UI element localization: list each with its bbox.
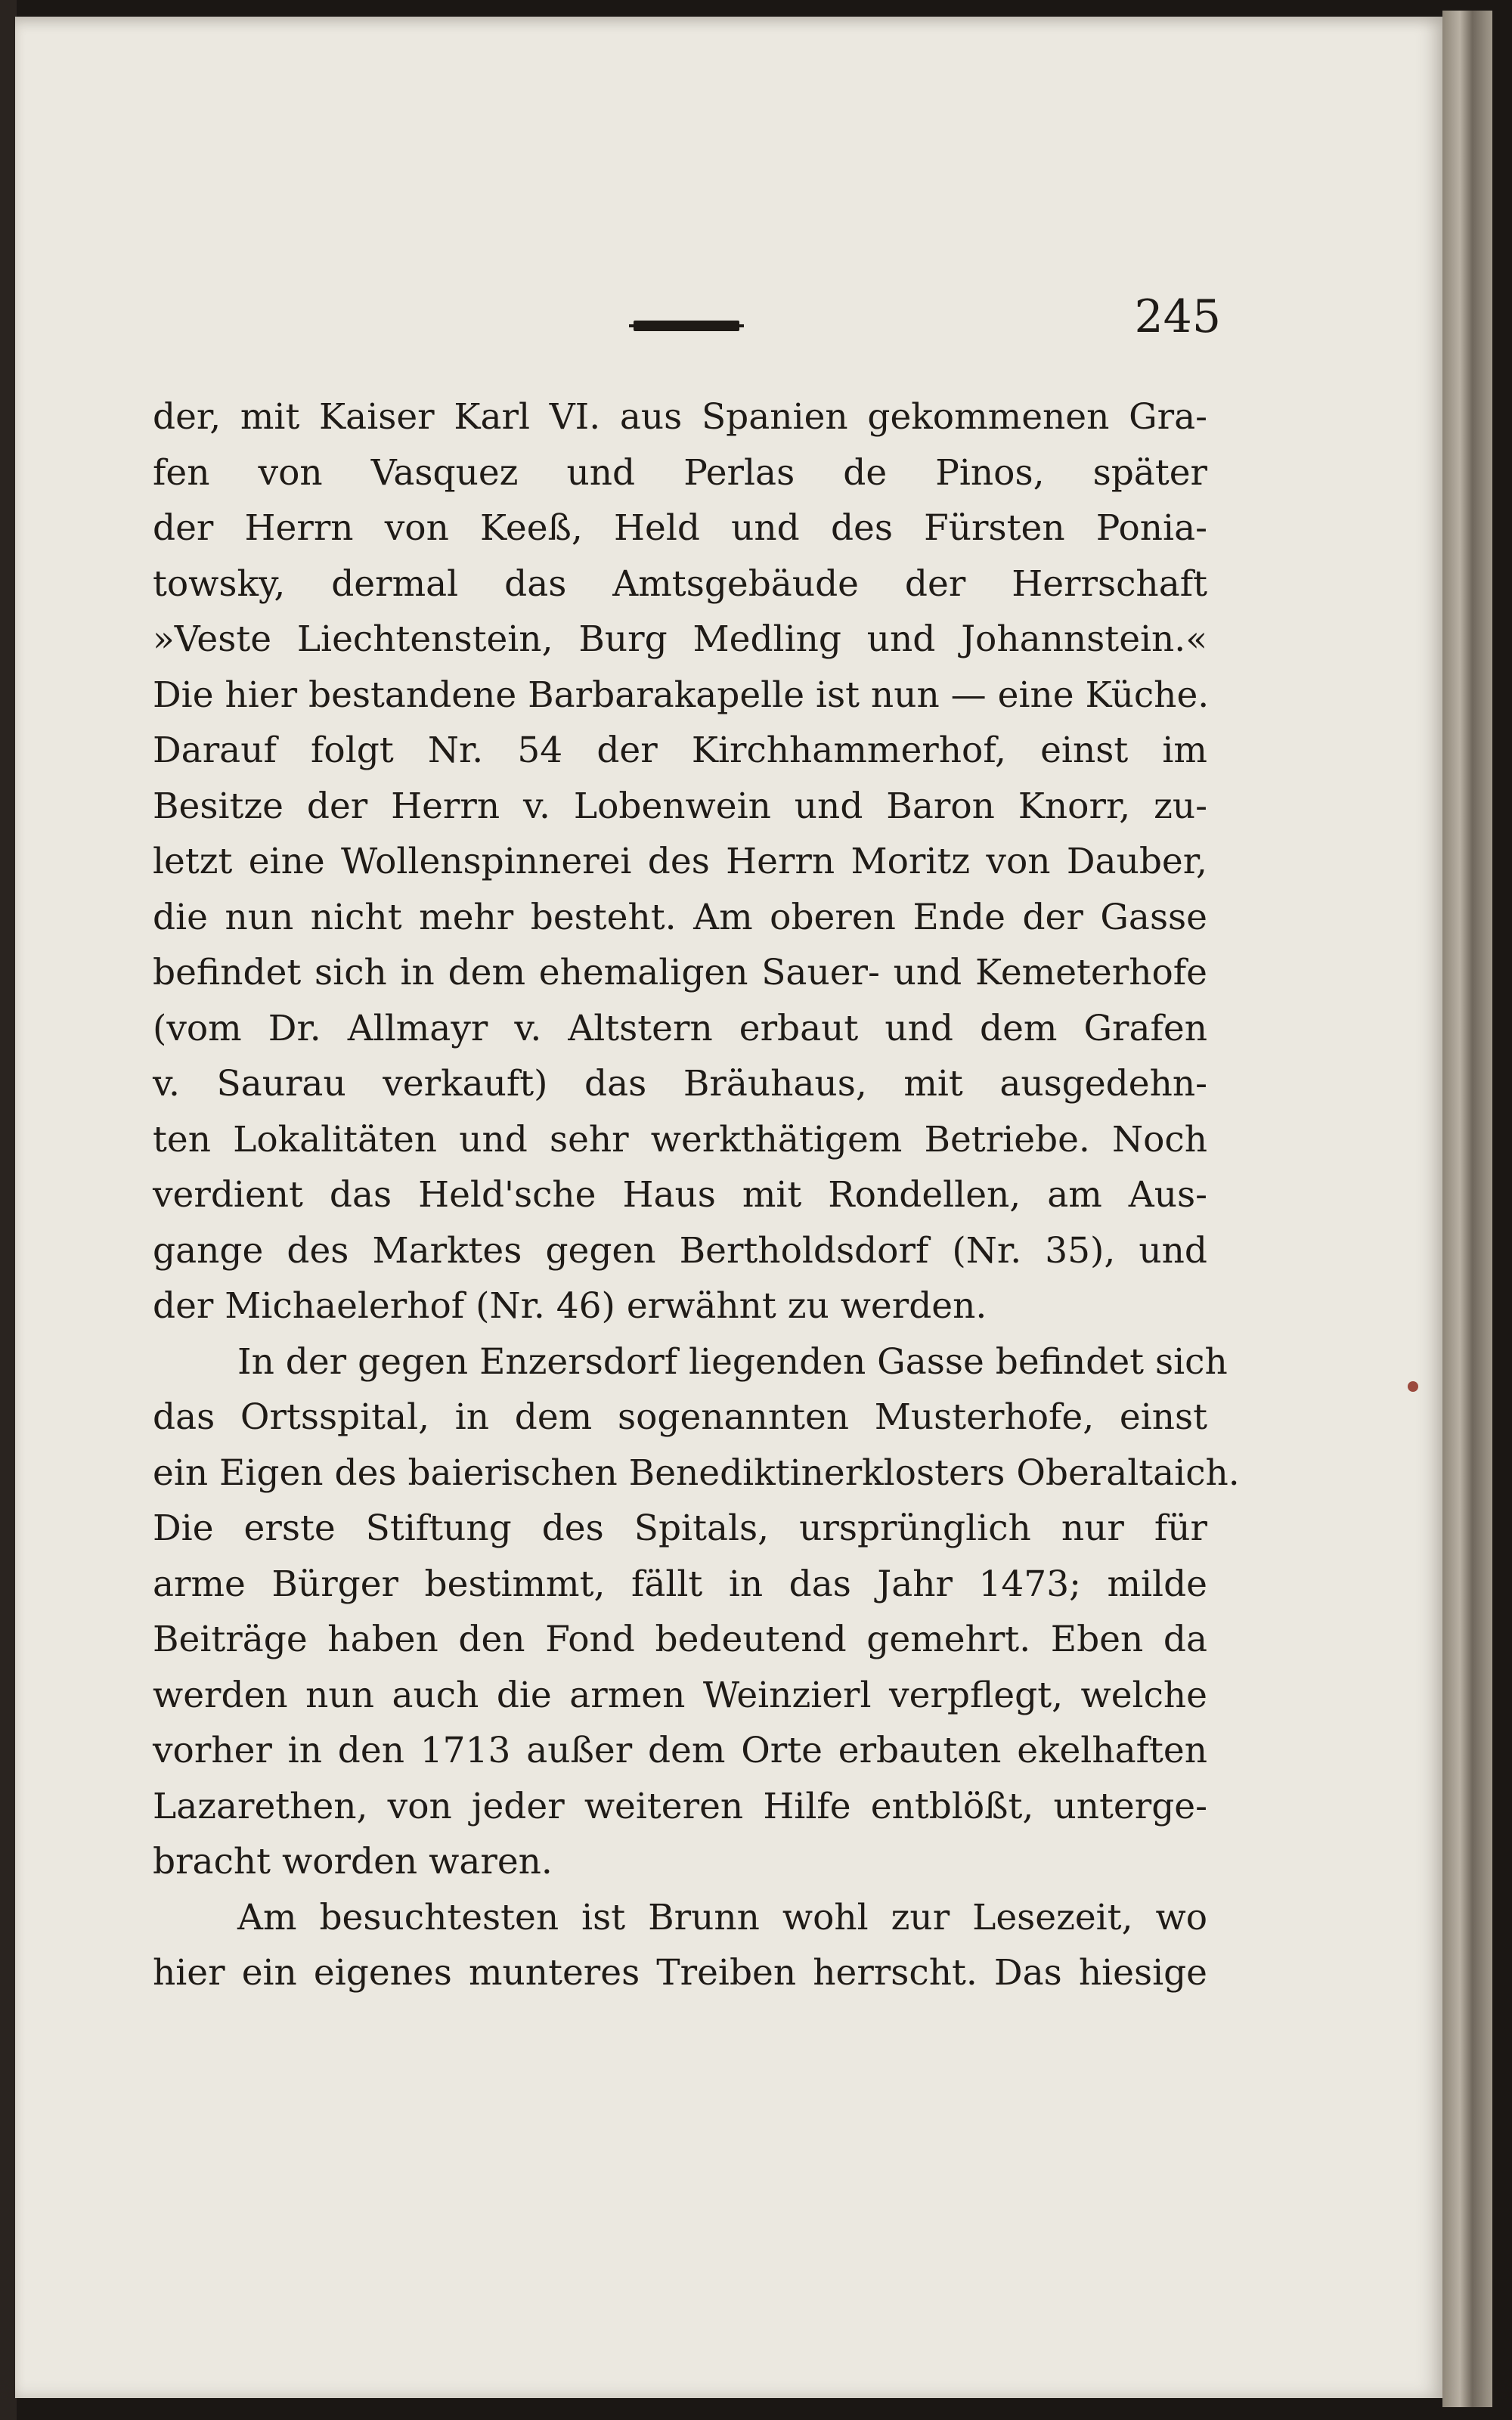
text-line: das Ortsspital, in dem sogenannten Musterhofe, einst: [153, 1396, 1207, 1438]
page-number: 245: [1134, 290, 1221, 343]
text-line: arme Bürger bestimmt, fällt in das Jahr 1473; milde: [153, 1563, 1207, 1605]
text-line: »Veste Liechtenstein, Burg Medling und Johannstein.«: [153, 618, 1207, 660]
text-line: Die erste Stiftung des Spitals, ursprünglich nur für: [153, 1507, 1207, 1549]
text-line: Beiträge haben den Fond bedeutend gemehrt. Eben da: [153, 1619, 1207, 1660]
text-line: Darauf folgt Nr. 54 der Kirchhammerhof, einst im: [153, 730, 1207, 771]
text-line: Die hier bestandene Barbarakapelle ist nun — eine Küche.: [153, 674, 1210, 716]
text-line: fen von Vasquez und Perlas de Pinos, später: [153, 451, 1207, 494]
ink-spot: [1408, 1381, 1418, 1392]
text-line: der Herrn von Keeß, Held und des Fürsten Ponia-: [153, 507, 1207, 549]
body-text: [153, 389, 1240, 2001]
text-line: werden nun auch die armen Weinzierl verpflegt, welche: [153, 1674, 1207, 1716]
text-line: In der gegen Enzersdorf liegenden Gasse befindet sich: [237, 1340, 1228, 1383]
text-line: verdient das Held'sche Haus mit Rondellen, am Aus-: [153, 1174, 1207, 1216]
text-line: gange des Marktes gegen Bertholdsdorf (Nr. 35), und: [153, 1229, 1207, 1272]
text-line: ten Lokalitäten und sehr werkthätigem Betriebe. Noch: [153, 1118, 1207, 1160]
text-line: ein Eigen des baierischen Benediktinerklosters Oberaltaich.: [153, 1452, 1240, 1494]
text-line: letzt eine Wollenspinnerei des Herrn Moritz von Dauber,: [153, 841, 1207, 882]
text-line: befindet sich in dem ehemaligen Sauer- und Kemeterhofe: [153, 952, 1207, 993]
book-binding: [0, 0, 17, 2420]
text-line: Am besuchtesten ist Brunn wohl zur Lesezeit, wo: [237, 1896, 1207, 1938]
book-page: [15, 17, 1442, 2398]
page-edge-stack: [1442, 11, 1492, 2407]
header-rule: [634, 321, 739, 331]
text-line: v. Saurau verkauft) das Bräuhaus, mit ausgedehn-: [153, 1063, 1207, 1105]
text-line: die nun nicht mehr besteht. Am oberen Ende der Gasse: [153, 896, 1207, 938]
text-line: Lazarethen, von jeder weiteren Hilfe entblößt, unterge-: [153, 1785, 1207, 1827]
text-line: hier ein eigenes munteres Treiben herrscht. Das hiesige: [153, 1952, 1207, 1994]
text-line: towsky, dermal das Amtsgebäude der Herrschaft: [153, 562, 1207, 605]
text-line: (vom Dr. Allmayr v. Altstern erbaut und dem Grafen: [153, 1007, 1207, 1049]
text-line: vorher in den 1713 außer dem Orte erbauten ekelhaften: [153, 1730, 1207, 1771]
text-line: bracht worden waren.: [153, 1841, 553, 1882]
text-line: Besitze der Herrn v. Lobenwein und Baron Knorr, zu-: [153, 785, 1207, 827]
text-line: der, mit Kaiser Karl VI. aus Spanien gekommenen Gra-: [153, 396, 1207, 438]
text-line: der Michaelerhof (Nr. 46) erwähnt zu werden.: [153, 1285, 987, 1327]
